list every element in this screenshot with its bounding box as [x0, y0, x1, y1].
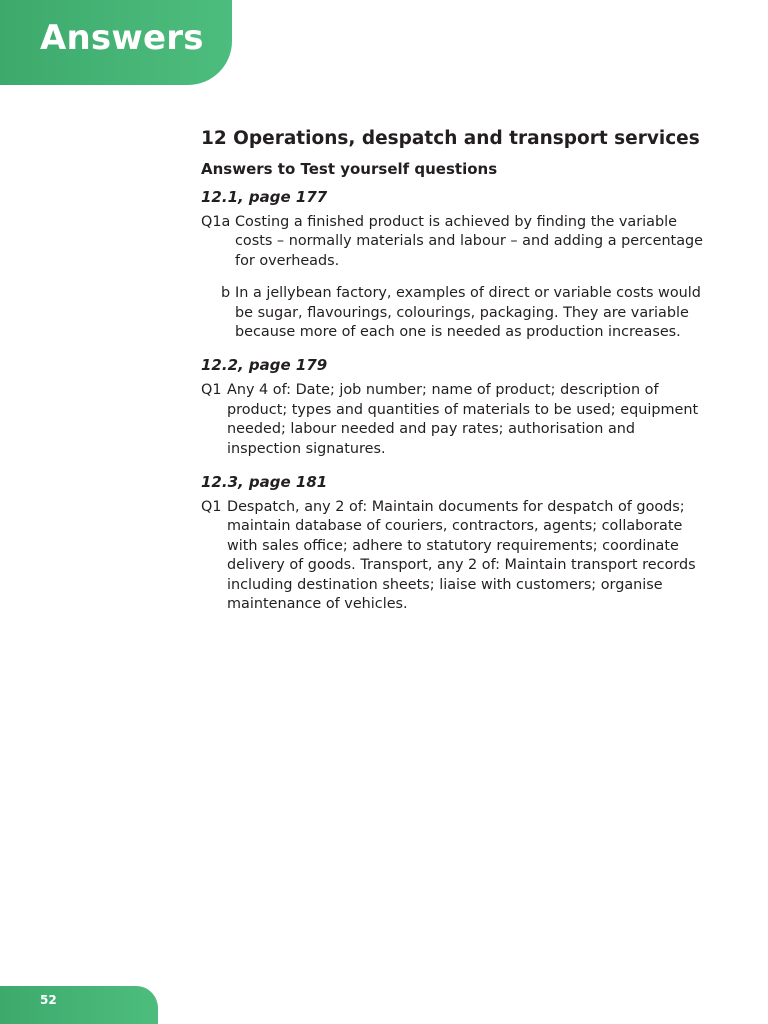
answer-label: Q1a	[201, 214, 231, 230]
header-tab	[0, 0, 232, 85]
answer-label: b	[221, 285, 231, 302]
answer-text: Any 4 of: Date; job number; name of product; description of product; types and quantities of materials to be used; equipment needed; labour needed and pay rates; authorisation and inspection signatures.	[227, 382, 699, 457]
main-content	[201, 126, 711, 628]
section-heading-12-2: 12.2, page 179	[201, 356, 328, 375]
answer-text: Despatch, any 2 of: Maintain documents for despatch of goods; maintain database of couriers, contractors, agents; collaborate with sales office; adhere to statutory requirements; coordinate delivery of goods. Transport, any 2 of: Maintain transport records including destination sheets; liaise with customers; organise maintenance of vehicles.	[227, 499, 696, 613]
answer-text: In a jellybean factory, examples of direct or variable costs would be sugar, flavourings, colourings, packaging. They are variable because more of each one is needed as production increases.	[235, 285, 701, 341]
chapter-subtitle: Answers to Test yourself questions	[201, 160, 498, 178]
answer-item	[201, 498, 711, 614]
answer-label: Q1	[201, 499, 222, 516]
page-header-title: Answers	[40, 18, 204, 58]
answer-item	[201, 284, 711, 342]
answer-text: Costing a finished product is achieved by finding the variable costs – normally materials and labour – and adding a percentage for overheads.	[235, 214, 704, 269]
section-heading-12-3: 12.3, page 181	[201, 473, 328, 492]
page-number: 52	[40, 993, 57, 1007]
answer-item	[201, 213, 711, 271]
answer-item	[201, 381, 711, 459]
answer-label: Q1	[201, 382, 222, 399]
footer-tab	[0, 986, 158, 1024]
chapter-title: 12 Operations, despatch and transport services	[201, 128, 700, 149]
section-heading-12-1: 12.1, page 177	[201, 188, 328, 206]
